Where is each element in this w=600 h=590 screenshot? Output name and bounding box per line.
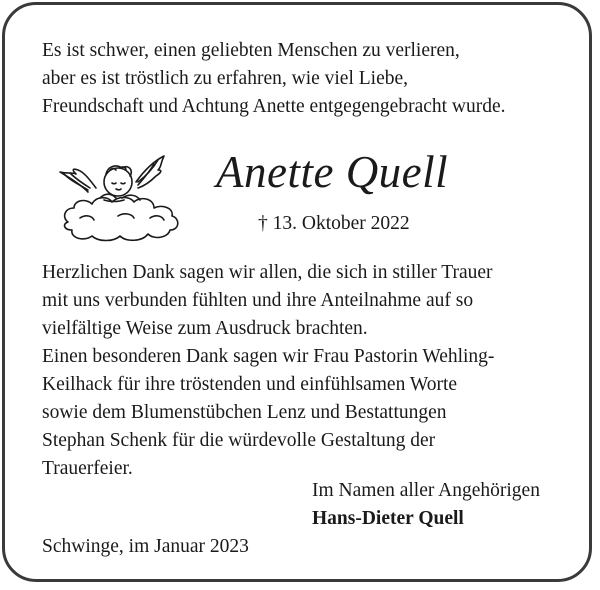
- thanks-line: Trauerfeier.: [42, 458, 133, 479]
- intro-line: aber es ist tröstlich zu erfahren, wie viel Liebe,: [42, 68, 409, 89]
- intro-text: [42, 37, 506, 121]
- thanks-text: [42, 259, 494, 483]
- intro-line: Es ist schwer, einen geliebten Menschen zu verlieren,: [42, 40, 460, 61]
- thanks-line: mit uns verbunden fühlten und ihre Anteilnahme auf so: [42, 290, 474, 311]
- place-date: Schwinge, im Januar 2023: [42, 536, 249, 557]
- thanks-line: Stephan Schenk für die würdevolle Gestaltung der: [42, 430, 436, 451]
- thanks-line: vielfältige Weise zum Ausdruck brachten.: [42, 318, 368, 339]
- thanks-line: Herzlichen Dank sagen wir allen, die sich in stiller Trauer: [42, 262, 493, 283]
- signatory-name: Hans-Dieter Quell: [312, 508, 464, 529]
- thanks-line: Keilhack für ihre tröstenden und einfühlsamen Worte: [42, 374, 458, 395]
- signature-block: [312, 477, 540, 533]
- signature-line: Im Namen aller Angehörigen: [312, 480, 540, 501]
- deceased-name: Anette Quell: [216, 147, 449, 197]
- intro-line: Freundschaft und Achtung Anette entgegengebracht wurde.: [42, 96, 506, 117]
- death-date: † 13. Oktober 2022: [258, 213, 410, 234]
- thanks-line: Einen besonderen Dank sagen wir Frau Pastorin Wehling-: [42, 346, 495, 367]
- thanks-line: sowie dem Blumenstübchen Lenz und Bestattungen: [42, 402, 447, 423]
- angel-on-cloud-icon: [58, 152, 184, 244]
